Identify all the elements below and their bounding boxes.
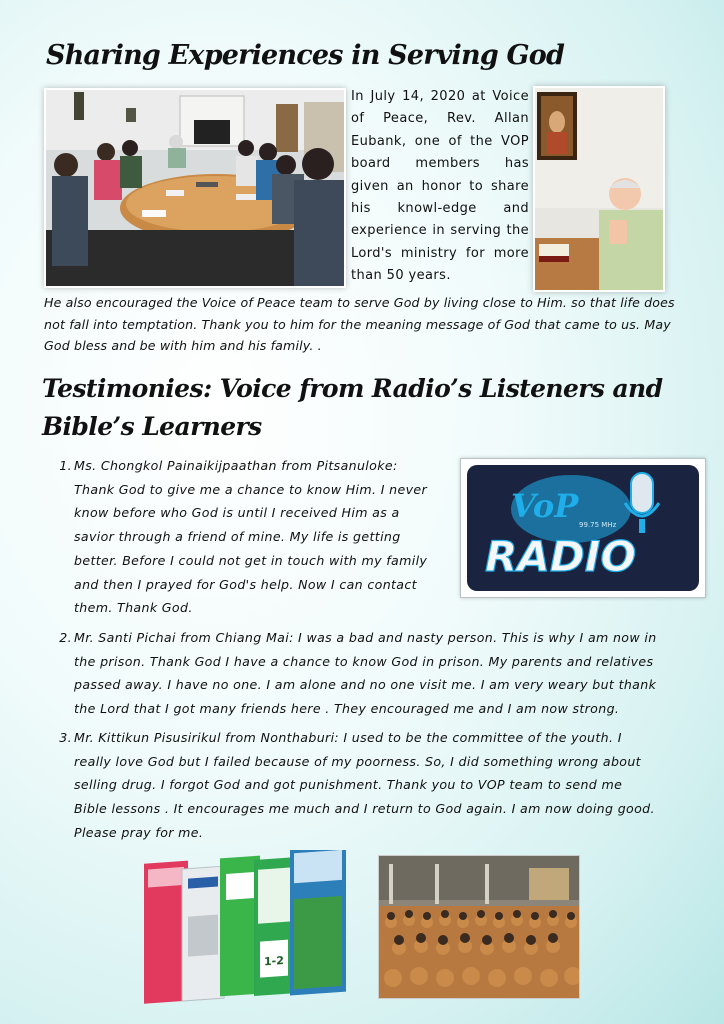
testimony-3 — [48, 726, 698, 846]
testimony-number: 1. — [59, 458, 72, 473]
section-title-sharing: Sharing Experiences in Serving God — [46, 40, 565, 71]
testimony-line: know before who God is until I received Him as a — [74, 505, 400, 521]
testimony-line: Thank God to give me a chance to know Him. I never — [74, 481, 427, 497]
testimony-line: the prison. Thank God I have a chance to know God in prison. My parents and relatives — [74, 653, 654, 669]
section-title-testimonies — [42, 370, 692, 446]
testimony-line: and then I prayed for God's help. Now I can contact — [74, 576, 417, 592]
testimony-text — [74, 626, 698, 721]
title-line-1: Testimonies: Voice from Radio’s Listeners and — [42, 374, 663, 403]
testimony-line: savior through a friend of mine. My life is getting — [74, 529, 401, 545]
logo-frequency-text: 99.75 MHz — [579, 521, 617, 529]
title-line-2: Bible’s Learners — [42, 412, 262, 441]
intro-paragraph: In July 14, 2020 at Voice of Peace, Rev. Allan Eubank, one of the VOP board members has given an honor to share his knowl-edge and experience in serving the Lord's ministry for more than 50 years. — [351, 89, 529, 284]
testimony-line: selling drug. I forgot God and got punishment. Thank you to VOP team to send me — [74, 777, 623, 793]
testimony-line: the Lord that I got many friends here . They encouraged me and I am now strong. — [74, 701, 620, 717]
testimony-number: 3. — [59, 730, 72, 745]
testimony-line: Please pray for me. — [74, 824, 204, 840]
book-cover-text: 1-2 — [264, 953, 284, 969]
meeting-photo — [44, 88, 346, 288]
testimony-line: Mr. Santi Pichai from Chiang Mai: I was a bad and nasty person. This is why I am now in — [74, 630, 657, 645]
testimony-line: passed away. I have no one. I am alone and no one visit me. I am very weary but thank — [74, 677, 657, 693]
testimony-line: them. Thank God. — [74, 600, 193, 616]
testimony-text — [74, 726, 698, 845]
testimony-number: 2. — [59, 630, 72, 645]
testimony-line: Ms. Chongkol Painaikijpaathan from Pitsanuloke: — [74, 458, 398, 473]
prison-gathering-photo — [378, 855, 580, 999]
testimony-1 — [48, 454, 458, 624]
vop-radio-logo — [460, 458, 706, 598]
testimony-line: better. Before I could not get in touch with my family — [74, 552, 428, 568]
logo-vop-text: VoP — [511, 487, 579, 525]
allan-eubank-photo — [533, 86, 665, 292]
logo-radio-text: RADIO — [485, 532, 637, 581]
testimony-line: really love God but I failed because of my poorness. So, I did something wrong about — [74, 753, 641, 769]
testimony-line: Mr. Kittikun Pisusirikul from Nonthaburi: I used to be the committee of the youth. I — [74, 730, 622, 745]
testimony-2 — [48, 626, 698, 722]
bible-lesson-books-image — [140, 850, 354, 1010]
testimony-line: Bible lessons . It encourages me much and I return to God again. I am now doing good. — [74, 801, 655, 817]
testimony-text — [74, 454, 464, 620]
sharing-paragraph: He also encouraged the Voice of Peace team to serve God by living close to Him. so that life does not fall into temptation. Thank you to him for the meaning message of God that came to us. May God bless and be with him and his family. . — [44, 295, 675, 353]
